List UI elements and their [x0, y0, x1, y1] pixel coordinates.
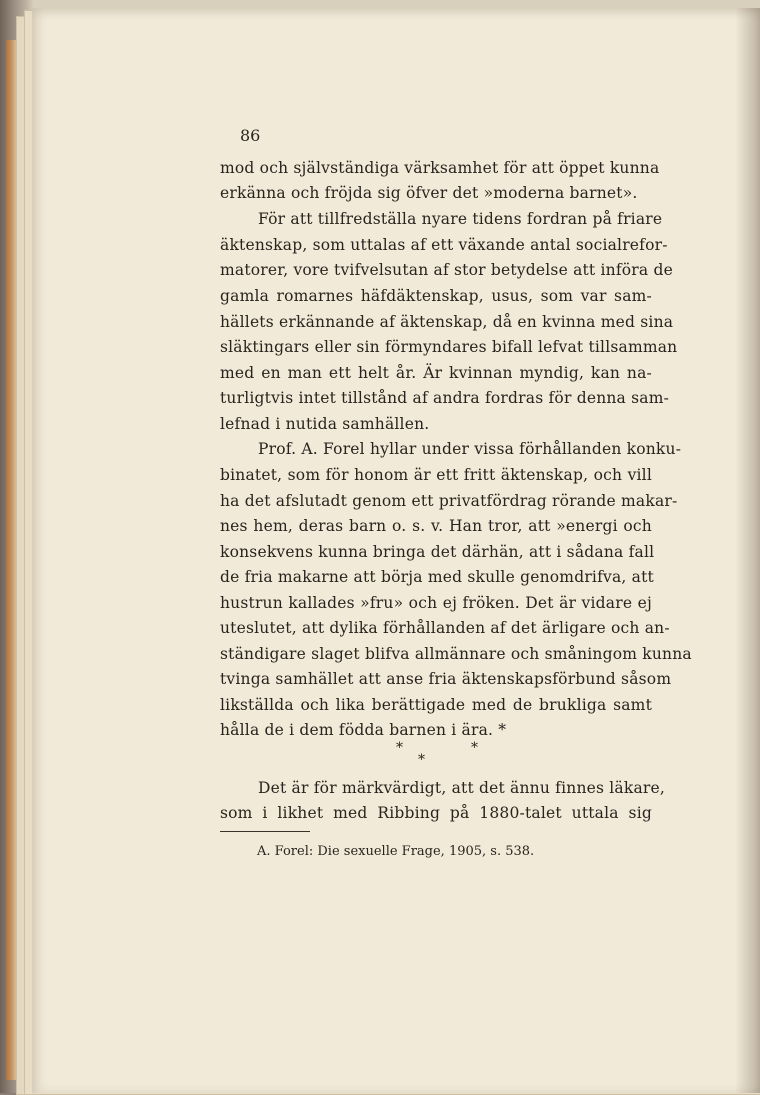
section-break [220, 740, 652, 780]
text-line: turligtvis intet tillstånd af andra fordras för denna sam- [220, 389, 670, 407]
text-line: som i likhet med Ribbing på 1880-talet uttala sig [220, 804, 652, 822]
text-line: nes hem, deras barn o. s. v. Han tror, att »energi och [220, 517, 652, 535]
text-line: uteslutet, att dylika förhållanden af det ärligare och an- [220, 619, 670, 637]
page-number: 86 [240, 126, 261, 145]
text-line: För att tillfredställa nyare tidens fordran på friare [258, 210, 663, 228]
text-line: likställda och lika berättigade med de brukliga samt [220, 696, 652, 714]
text-line: matorer, vore tvifvelsutan af stor betydelse att införa de [220, 261, 673, 279]
text-line: hällets erkännande af äktenskap, då en kvinna med sina [220, 313, 674, 331]
text-line: tvinga samhället att anse fria äktenskapsförbund såsom [220, 670, 672, 688]
text-line: hålla de i dem födda barnen i ära. * [220, 721, 507, 739]
text-line: äktenskap, som uttalas af ett växande antal socialrefor- [220, 236, 668, 254]
text-line: Prof. A. Forel hyllar under vissa förhållanden konku- [258, 440, 682, 458]
asterisk: * [396, 740, 404, 756]
stained-page-edge [6, 40, 16, 1080]
text-line: Det är för märkvärdigt, att det ännu finnes läkare, [258, 779, 666, 797]
text-line: konsekvens kunna bringa det därhän, att i sådana fall [220, 543, 655, 561]
text-line: gamla romarnes häfdäktenskap, usus, som var sam- [220, 287, 652, 305]
text-line: med en man ett helt år. Är kvinnan myndig, kan na- [220, 364, 652, 382]
text-line: erkänna och fröjda sig öfver det »moderna barnet». [220, 184, 638, 202]
asterisk: * [418, 752, 426, 768]
text-line: släktingars eller sin förmyndares bifall lefvat tillsamman [220, 338, 678, 356]
text-line: hustrun kallades »fru» och ej fröken. Det är vidare ej [220, 594, 652, 612]
text-line: ständigare slaget blifva allmännare och småningom kunna [220, 645, 692, 663]
page-gutter-shadow [735, 8, 760, 1093]
asterisk: * [471, 740, 479, 756]
text-line: mod och självständiga värksamhet för att öppet kunna [220, 159, 660, 177]
footnote: A. Forel: Die sexuelle Frage, 1905, s. 538. [257, 844, 535, 859]
text-line: ha det afslutadt genom ett privatfördrag rörande makar- [220, 492, 678, 510]
footnote-rule [220, 831, 310, 832]
text-line: lefnad i nutida samhällen. [220, 415, 430, 433]
text-line: de fria makarne att börja med skulle genomdrifva, att [220, 568, 654, 586]
text-line: binatet, som för honom är ett fritt äktenskap, och vill [220, 466, 652, 484]
